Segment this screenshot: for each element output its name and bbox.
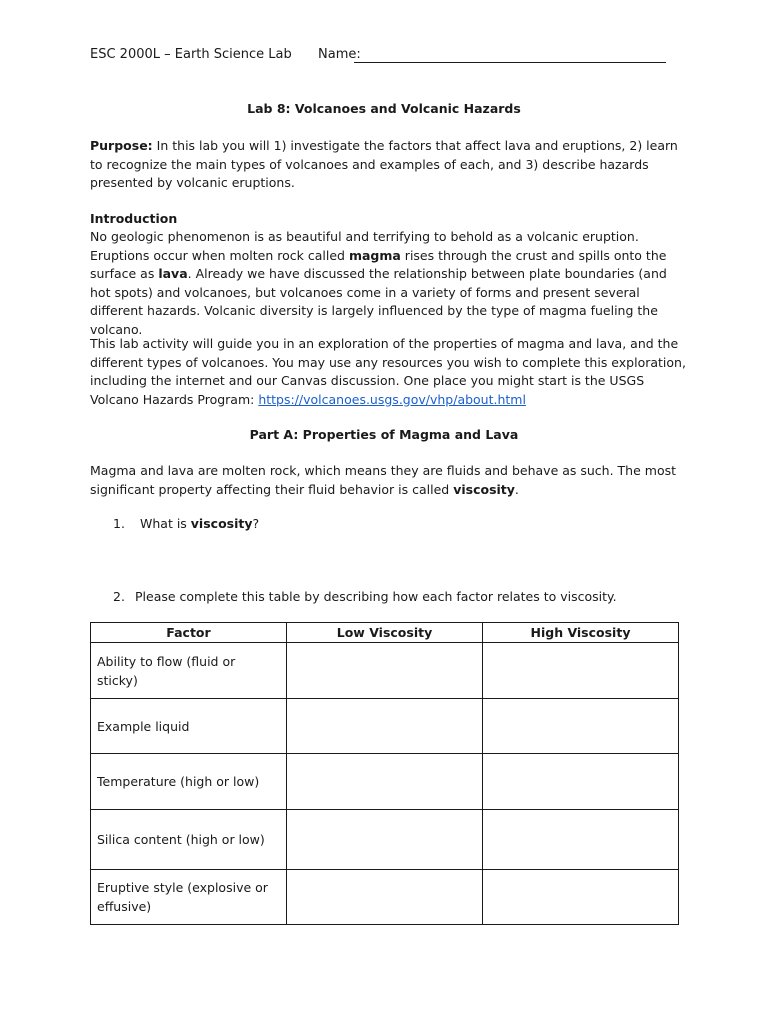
low-viscosity-answer-cell[interactable] xyxy=(287,643,483,699)
introduction-paragraph xyxy=(90,228,690,339)
table-row xyxy=(91,754,679,810)
name-label: Name: xyxy=(318,47,361,62)
high-viscosity-answer-cell[interactable] xyxy=(483,754,679,810)
course-title: ESC 2000L – Earth Science Lab xyxy=(90,47,292,62)
part-a-text-2: . xyxy=(514,481,519,497)
intro-text-1: No geologic phenomenon is as beautiful and terrifying to behold as a volcanic eruption. Eruptions occur when molten rock called xyxy=(90,229,639,263)
factor-cell: Ability to flow (fluid or sticky) xyxy=(91,643,287,699)
guide-paragraph xyxy=(90,335,690,409)
low-viscosity-answer-cell[interactable] xyxy=(287,870,483,925)
table-row xyxy=(91,870,679,925)
low-viscosity-answer-cell[interactable] xyxy=(287,699,483,754)
factor-cell: Temperature (high or low) xyxy=(91,754,287,810)
q1-term: viscosity xyxy=(190,516,253,531)
viscosity-table xyxy=(90,622,679,925)
low-viscosity-answer-cell[interactable] xyxy=(287,810,483,870)
question-1-number: 1. xyxy=(113,516,125,531)
question-2-text: Please complete this table by describing how each factor relates to viscosity. xyxy=(135,589,617,604)
table-row xyxy=(91,699,679,754)
intro-text-3: . Already we have discussed the relationship between plate boundaries (and hot spots) and volcanoes, but volcanoes come in a variety of forms and present several different hazards. Volcanic diversity is largely influenced by the type of magma fueling the volcano. xyxy=(90,266,667,337)
question-2-number: 2. xyxy=(113,589,125,604)
purpose-text: In this lab you will 1) investigate the factors that affect lava and eruptions, 2) learn to recognize the main types of volcanoes and examples of each, and 3) describe hazards presented by volcanic eruptions. xyxy=(90,138,678,190)
q1-suffix: ? xyxy=(252,516,260,531)
high-viscosity-answer-cell[interactable] xyxy=(483,870,679,925)
factor-cell: Example liquid xyxy=(91,699,287,754)
header-low-viscosity: Low Viscosity xyxy=(287,623,483,643)
lab-title: Lab 8: Volcanoes and Volcanic Hazards xyxy=(247,101,521,116)
low-viscosity-answer-cell[interactable] xyxy=(287,754,483,810)
high-viscosity-answer-cell[interactable] xyxy=(483,643,679,699)
factor-cell: Silica content (high or low) xyxy=(91,810,287,870)
guide-text: This lab activity will guide you in an exploration of the properties of magma and lava, and the different types of volcanoes. You may use any resources you wish to complete this exploration, including the internet and our Canvas discussion. One place you might start is the USGS Volcano Hazards Program: xyxy=(90,336,686,407)
q1-prefix: What is xyxy=(140,516,191,531)
purpose-label: Purpose: xyxy=(90,138,153,153)
high-viscosity-answer-cell[interactable] xyxy=(483,810,679,870)
part-a-title: Part A: Properties of Magma and Lava xyxy=(249,427,519,442)
table-row xyxy=(91,810,679,870)
question-1-text xyxy=(140,516,259,531)
header-factor: Factor xyxy=(91,623,287,643)
intro-term-magma: magma xyxy=(348,247,401,263)
term-viscosity: viscosity xyxy=(453,481,515,497)
usgs-link[interactable]: https://volcanoes.usgs.gov/vhp/about.html xyxy=(258,391,526,407)
table-row xyxy=(91,643,679,699)
name-blank-line[interactable] xyxy=(354,62,666,63)
table-header-row xyxy=(91,623,679,643)
intro-term-lava: lava xyxy=(158,266,188,281)
part-a-paragraph xyxy=(90,462,690,499)
high-viscosity-answer-cell[interactable] xyxy=(483,699,679,754)
intro-text-2: rises through the crust and spills onto the surface as xyxy=(90,247,667,281)
introduction-heading: Introduction xyxy=(90,211,178,226)
part-a-text-1: Magma and lava are molten rock, which means they are fluids and behave as such. The most significant property affecting their fluid behavior is called xyxy=(90,463,677,497)
factor-cell: Eruptive style (explosive or effusive) xyxy=(91,870,287,925)
purpose-paragraph xyxy=(90,137,690,193)
header-high-viscosity: High Viscosity xyxy=(483,623,679,643)
